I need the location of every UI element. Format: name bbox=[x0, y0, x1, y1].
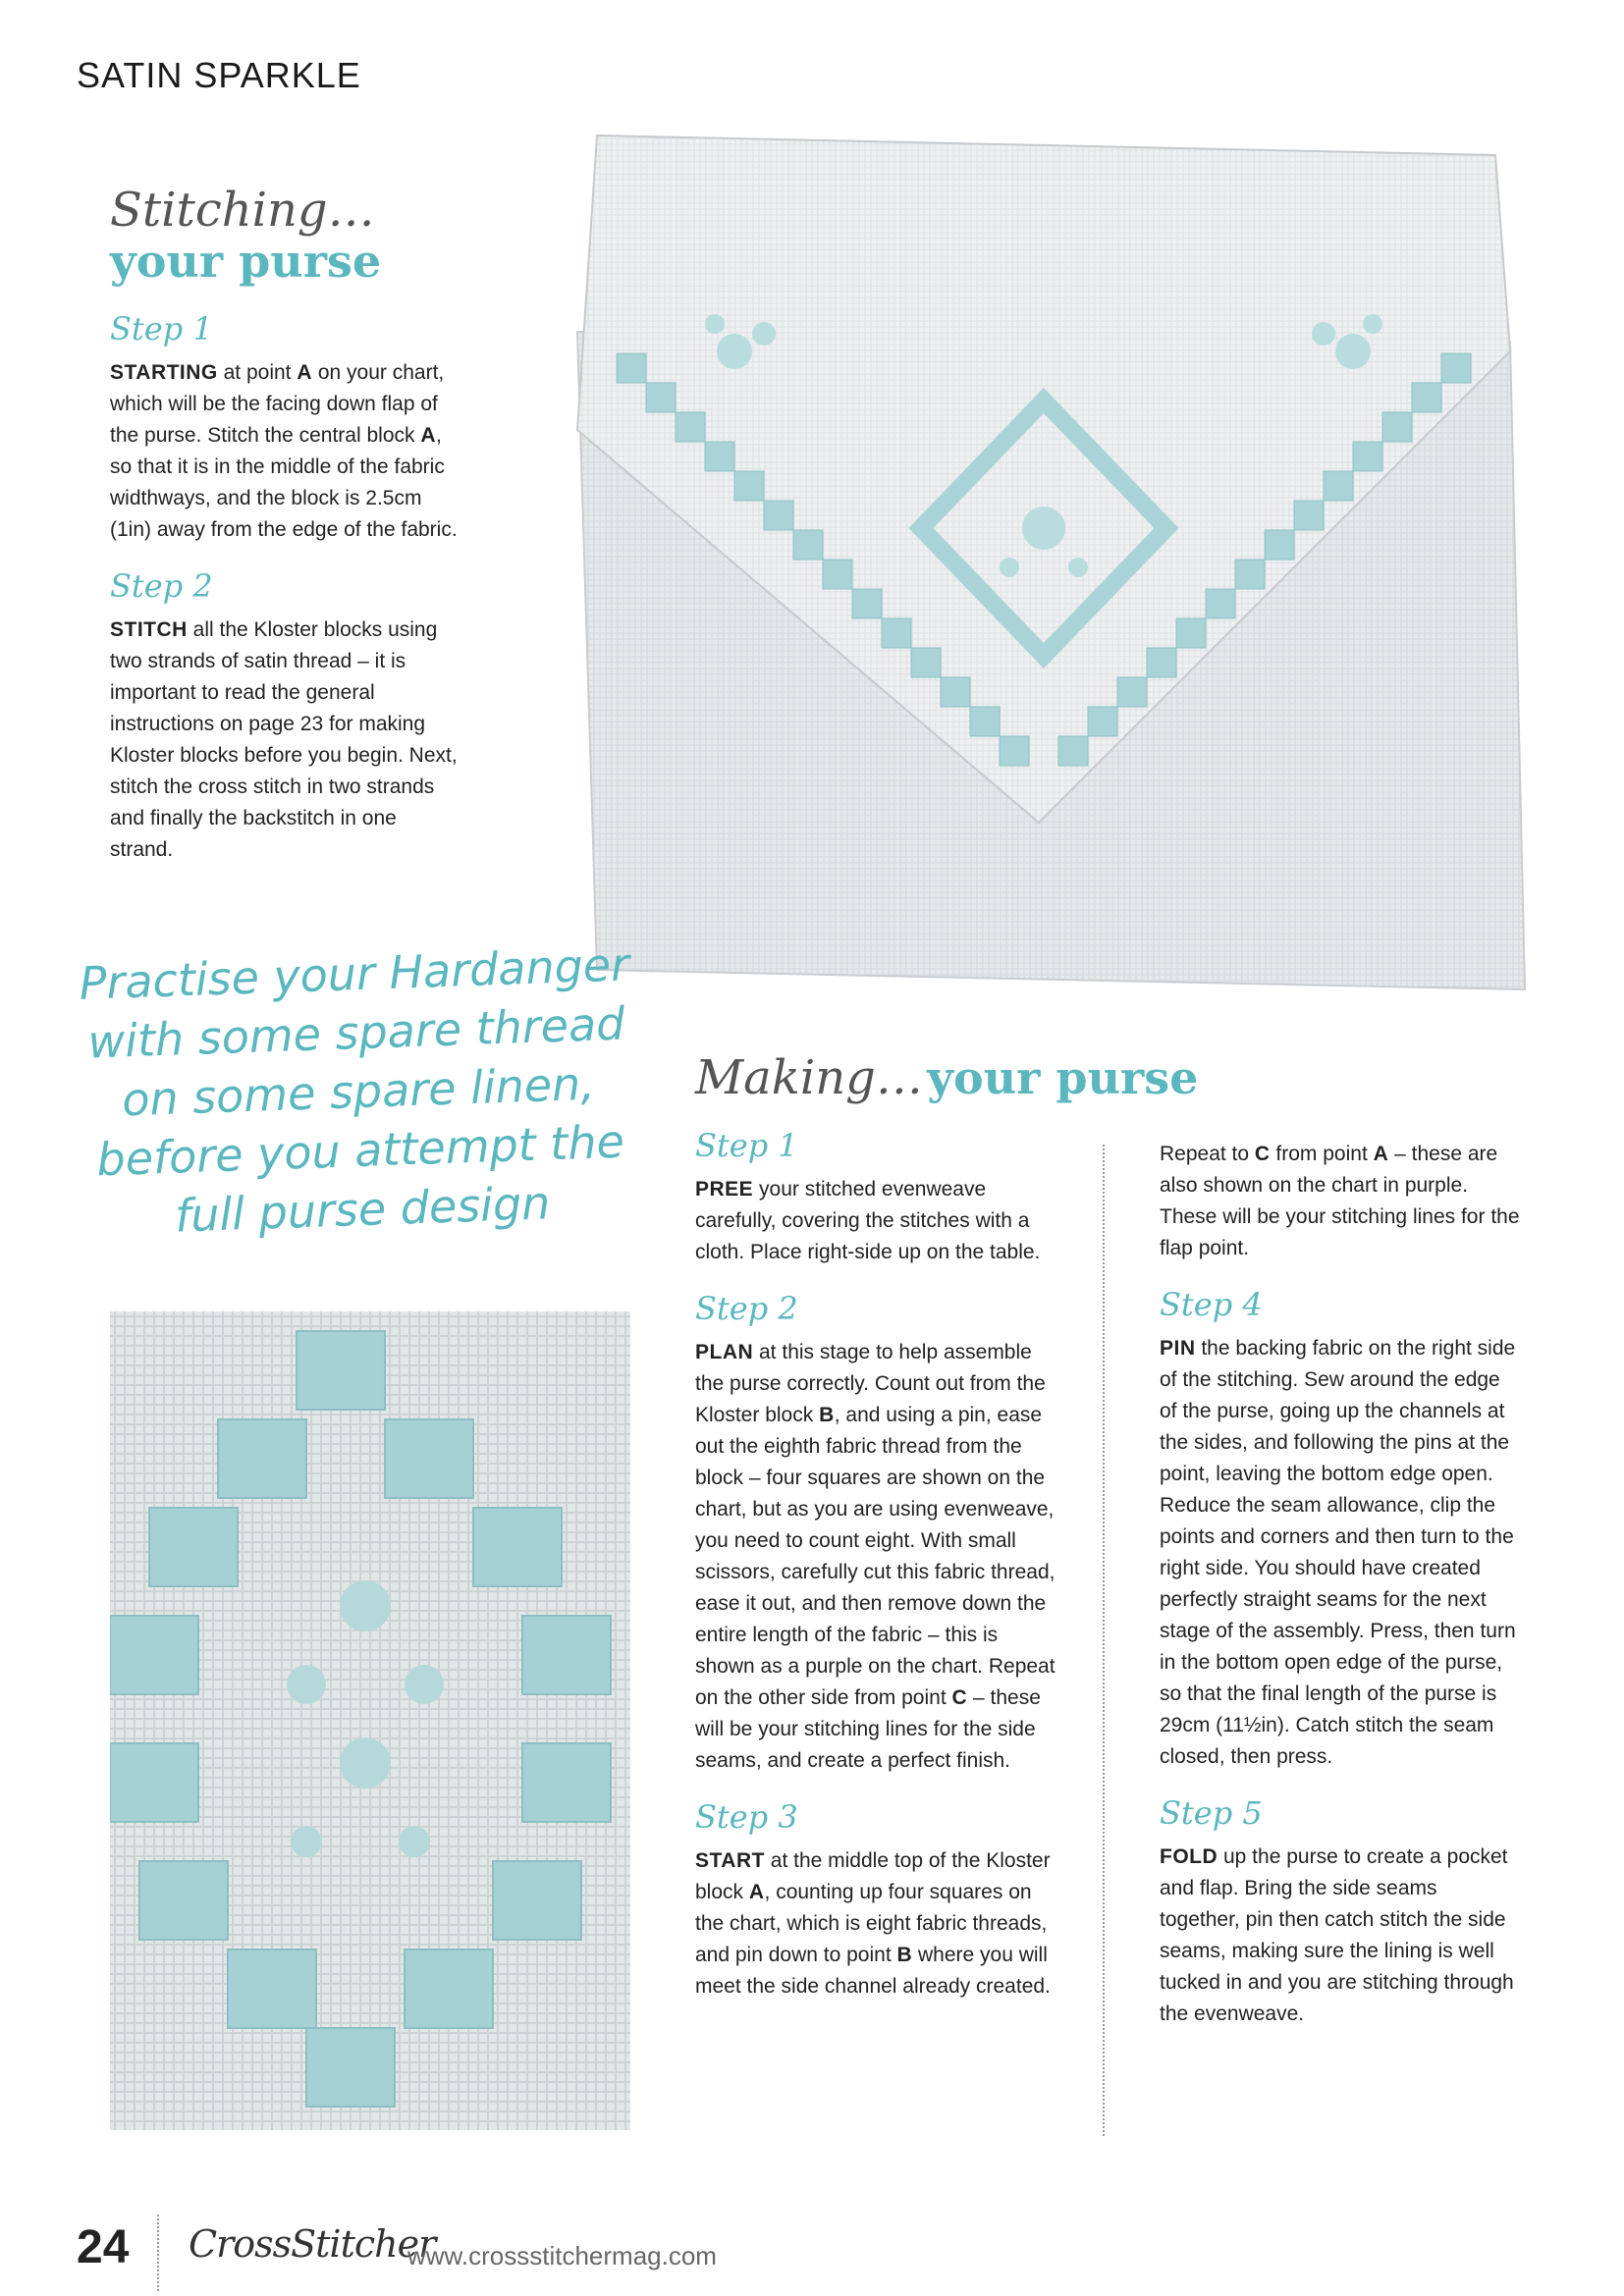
stitching-heading-teal: your purse bbox=[110, 235, 382, 288]
section-label: SATIN SPARKLE bbox=[77, 55, 361, 95]
making-column-2 bbox=[1160, 1139, 1523, 2052]
point-label: A bbox=[297, 361, 313, 384]
text-run: on your chart, which will be the facing down flap of the purse. Stitch the central block bbox=[110, 361, 445, 447]
magazine-logo: CrossStitcher bbox=[189, 2222, 436, 2266]
step-title: Step 1 bbox=[695, 1127, 798, 1164]
step-text bbox=[1160, 1333, 1523, 1773]
making-step-3 bbox=[695, 1798, 1058, 2002]
making-heading-teal: your purse bbox=[927, 1051, 1199, 1104]
step-lead: STITCH bbox=[110, 618, 188, 641]
step-text bbox=[1160, 1842, 1523, 2030]
purse-photo bbox=[538, 106, 1565, 1048]
step-lead: PLAN bbox=[695, 1341, 754, 1363]
stitching-heading-italic: Stitching… bbox=[110, 183, 375, 238]
page-number: 24 bbox=[77, 2221, 130, 2273]
step-text bbox=[110, 614, 463, 866]
step-title: Step 5 bbox=[1160, 1794, 1263, 1832]
text-run: , counting up four squares on the chart, which is eight fabric threads, and pin down to point bbox=[695, 1881, 1048, 1966]
point-label: C bbox=[951, 1686, 968, 1709]
point-label: C bbox=[1254, 1143, 1271, 1165]
text-run: at point bbox=[217, 361, 298, 384]
text-run: up the purse to create a pocket and flap. Bring the side seams together, pin then catch stitch the side seams, making sure the lining is well tucked in and you are stitching through the evenweave. bbox=[1160, 1845, 1514, 2025]
text-run: all the Kloster blocks using two strands of satin thread – it is important to read the general instructions on page 23 for making Kloster blocks before you begin. Next, stitch the cross stitch in two strands and finally the backstitch in one strand. bbox=[110, 618, 458, 861]
footer-divider bbox=[157, 2215, 159, 2291]
step-title: Step 3 bbox=[695, 1798, 798, 1836]
text-run: where you will meet the side channel already created. bbox=[695, 1944, 1051, 1998]
text-run: from point bbox=[1270, 1143, 1374, 1165]
step-text bbox=[695, 1337, 1058, 1777]
point-label: B bbox=[819, 1404, 835, 1426]
text-run: Repeat to bbox=[1160, 1143, 1255, 1165]
stitching-step-1 bbox=[110, 310, 463, 546]
stitching-section bbox=[110, 185, 463, 887]
step-text bbox=[1160, 1139, 1523, 1264]
closeup-photo bbox=[110, 1311, 630, 2130]
step-lead: PREE bbox=[695, 1178, 754, 1201]
step-lead: STARTING bbox=[110, 361, 218, 384]
step-title: Step 4 bbox=[1160, 1286, 1263, 1323]
making-step-3-continued bbox=[1160, 1139, 1523, 1264]
point-label: A bbox=[1373, 1143, 1389, 1165]
step-title: Step 1 bbox=[110, 310, 213, 347]
making-step-1 bbox=[695, 1127, 1058, 1268]
website-link[interactable]: www.crossstitchermag.com bbox=[407, 2241, 717, 2270]
text-run: – these are also shown on the chart in purple. These will be your stitching lines for the flap point. bbox=[1160, 1143, 1520, 1259]
making-step-2 bbox=[695, 1290, 1058, 1777]
stitching-step-2 bbox=[110, 567, 463, 866]
step-text bbox=[695, 1845, 1058, 2002]
text-run: at this stage to help assemble the purse correctly. Count out from the Kloster block bbox=[695, 1341, 1046, 1426]
point-label: B bbox=[896, 1944, 913, 1966]
making-column-1 bbox=[695, 1127, 1058, 2024]
text-run: your stitched evenweave carefully, covering the stitches with a cloth. Place right-side up on the table. bbox=[695, 1178, 1041, 1263]
text-run: the backing fabric on the right side of the stitching. Sew around the edge of the purse, going up the channels at the sides, and following the pins at the point, leaving the bottom edge open. Reduce the seam allowance, clip the points and corners and then turn to the right side. You should have created perfectly straight seams for the next stage of the assembly. Press, then turn in the bottom open edge of the purse, so that the final length of the purse is 29cm (11½in). Catch stitch the seam closed, then press. bbox=[1160, 1337, 1516, 1768]
step-lead: FOLD bbox=[1160, 1845, 1218, 1868]
making-heading bbox=[695, 1050, 1198, 1105]
column-divider bbox=[1103, 1145, 1105, 2136]
text-run: , so that it is in the middle of the fabric widthways, and the block is 2.5cm (1in) away from the edge of the fabric. bbox=[110, 424, 458, 541]
point-label: A bbox=[748, 1881, 765, 1903]
step-lead: START bbox=[695, 1849, 765, 1872]
step-text bbox=[110, 357, 463, 546]
making-step-5 bbox=[1160, 1794, 1523, 2030]
making-heading-italic: Making… bbox=[695, 1050, 923, 1105]
step-title: Step 2 bbox=[110, 567, 213, 605]
making-step-4 bbox=[1160, 1286, 1523, 1773]
closeup-illustration bbox=[110, 1311, 630, 2130]
step-lead: PIN bbox=[1160, 1337, 1196, 1360]
text-run: at the middle top of the Kloster block bbox=[695, 1849, 1051, 1903]
purse-illustration bbox=[538, 106, 1565, 1048]
text-run: – these will be your stitching lines for the side seams, and create a perfect finish. bbox=[695, 1686, 1041, 1772]
point-label: A bbox=[420, 424, 437, 447]
pull-quote: Practise your Hardanger with some spare thread on some spare linen, before you attempt the full purse design bbox=[78, 937, 630, 1243]
text-run: , and using a pin, ease out the eighth fabric thread from the block – four squares are shown on the chart, but as you are using evenweave, you need to count eight. With small scissors, carefully cut this fabric thread, ease it out, and then remove down the entire length of the fabric – this is shown as a purple on the chart. Repeat on the other side from point bbox=[695, 1404, 1056, 1709]
step-title: Step 2 bbox=[695, 1290, 798, 1327]
step-text bbox=[695, 1174, 1058, 1268]
